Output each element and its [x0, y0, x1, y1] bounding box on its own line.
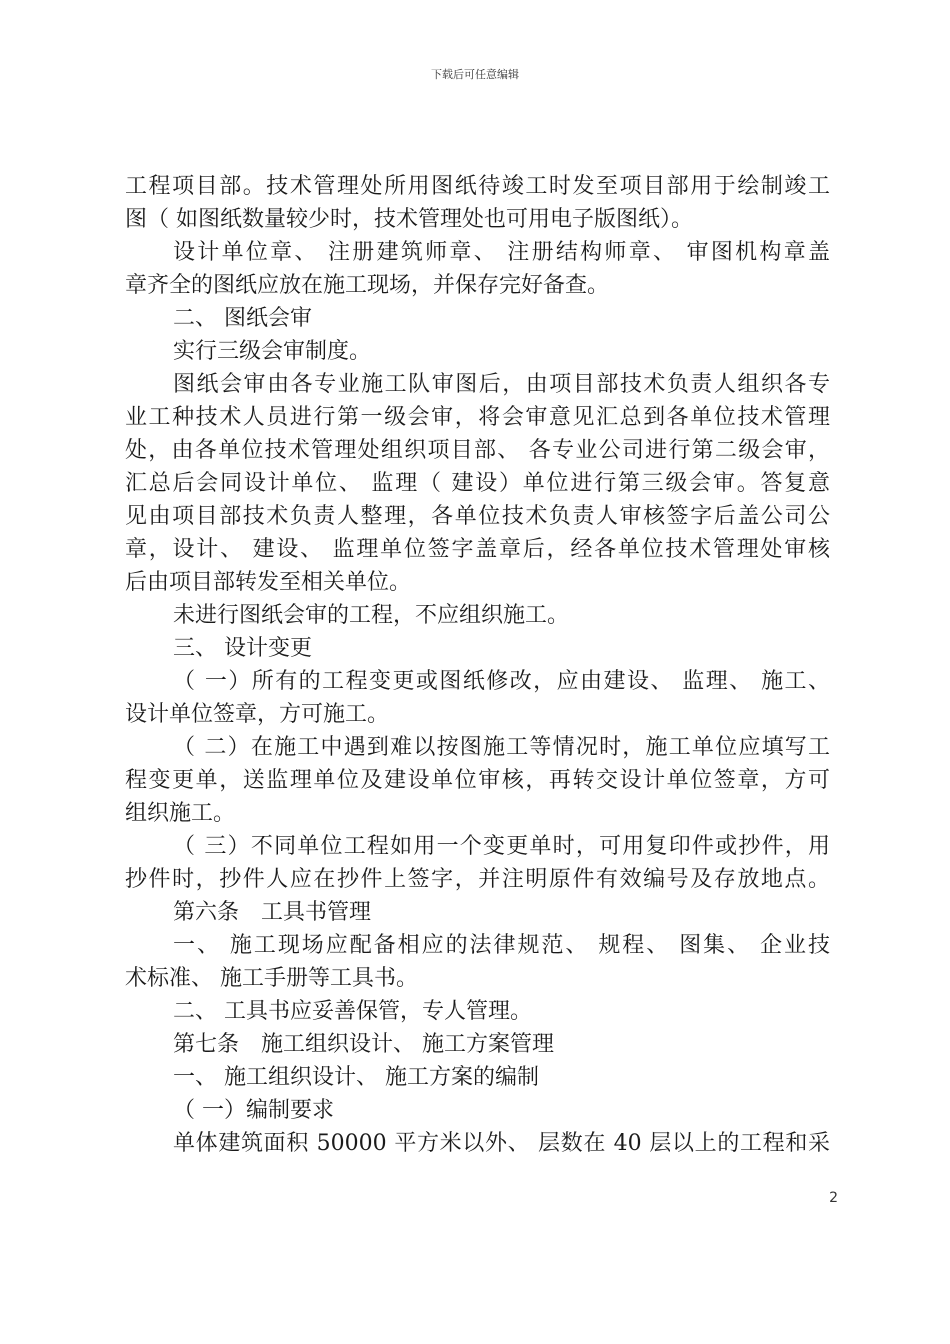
body-line: 组织施工。 [125, 801, 236, 826]
body-line: 实行三级会审制度。 [173, 339, 372, 364]
body-line: 章，设计、 建设、 监理单位签字盖章后，经各单位技术管理处审核 [125, 537, 830, 562]
body-line: 处，由各单位技术管理处组织项目部、 各专业公司进行第二级会审， [125, 438, 830, 463]
page-header: 下载后可任意编辑 [431, 68, 519, 81]
body-line: 后由项目部转发至相关单位。 [125, 570, 412, 595]
body-line: 一、 施工现场应配备相应的法律规范、 规程、 图集、 企业技 [173, 933, 830, 958]
body-line: 见由项目部技术负责人整理，各单位技术负责人审核签字后盖公司公 [125, 504, 830, 529]
body-line: 抄件时，抄件人应在抄件上签字，并注明原件有效编号及存放地点。 [125, 867, 830, 892]
section-heading: 三、 设计变更 [173, 636, 312, 661]
section-heading: 二、 图纸会审 [173, 306, 312, 331]
body-line: 设计单位章、 注册建筑师章、 注册结构师章、 审图机构章盖 [173, 240, 830, 265]
body-line: 汇总后会同设计单位、 监理（ 建设）单位进行第三级会审。答复意 [125, 471, 830, 496]
document-body [125, 170, 830, 1160]
body-line: 程变更单，送监理单位及建设单位审核，再转交设计单位签章，方可 [125, 768, 830, 793]
body-line: 二、 工具书应妥善保管，专人管理。 [173, 999, 532, 1024]
section-heading: 一、 施工组织设计、 施工方案的编制 [173, 1065, 539, 1090]
article-heading: 第七条 施工组织设计、 施工方案管理 [173, 1032, 554, 1057]
body-line: 图（ 如图纸数量较少时，技术管理处也可用电子版图纸）。 [125, 207, 693, 232]
subsection-heading: （ 一）编制要求 [173, 1098, 334, 1123]
body-line: 业工种技术人员进行第一级会审，将会审意见汇总到各单位技术管理 [125, 405, 830, 430]
page-number: 2 [829, 1190, 838, 1206]
body-line: 术标准、 施工手册等工具书。 [125, 966, 418, 991]
article-heading: 第六条 工具书管理 [173, 900, 372, 925]
body-line: 未进行图纸会审的工程，不应组织施工。 [173, 603, 570, 628]
body-line: 章齐全的图纸应放在施工现场，并保存完好备查。 [125, 273, 610, 298]
body-line: 单体建筑面积 50000 平方米以外、 层数在 40 层以上的工程和采 [173, 1131, 830, 1156]
body-line: （ 三）不同单位工程如用一个变更单时，可用复印件或抄件，用 [173, 834, 830, 859]
body-line: （ 一）所有的工程变更或图纸修改，应由建设、 监理、 施工、 [173, 669, 830, 694]
body-line: 设计单位签章，方可施工。 [125, 702, 390, 727]
body-line: 图纸会审由各专业施工队审图后，由项目部技术负责人组织各专 [173, 372, 830, 397]
body-line: （ 二）在施工中遇到难以按图施工等情况时，施工单位应填写工 [173, 735, 830, 760]
body-line: 工程项目部。技术管理处所用图纸待竣工时发至项目部用于绘制竣工 [125, 174, 830, 199]
